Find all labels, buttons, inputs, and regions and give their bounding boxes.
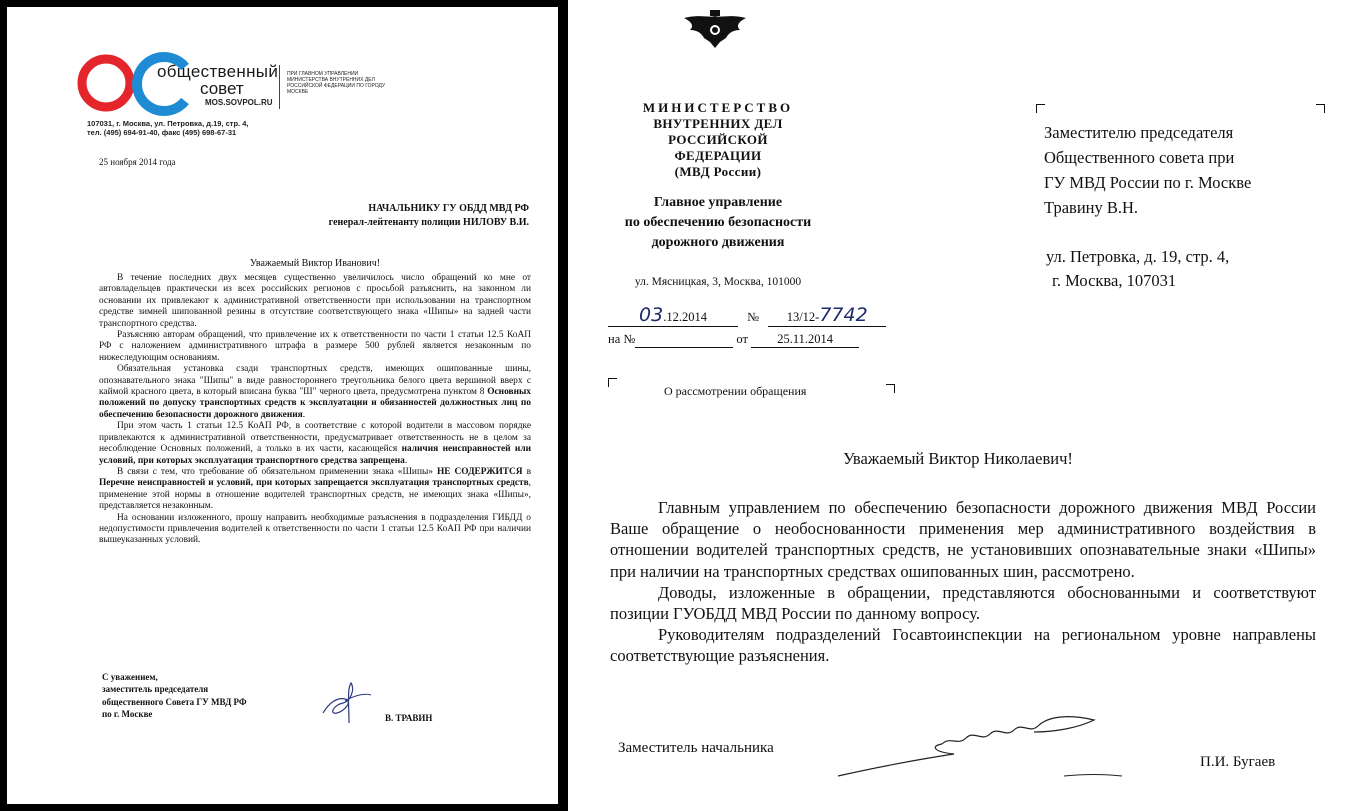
salutation: Уважаемый Виктор Николаевич! — [843, 449, 1073, 468]
ref-number-field — [635, 332, 733, 348]
ministry-block — [623, 100, 813, 180]
reg-date-day: 03 — [639, 304, 664, 326]
phone-line: тел. (495) 694-91-40, факс (495) 698-67-31 — [87, 128, 237, 137]
signer-position: Заместитель начальника — [618, 740, 774, 756]
recipient-line: Общественного совета при — [1044, 148, 1235, 167]
signature-icon — [315, 679, 375, 727]
address-line: ул. Петровка, д. 19, стр. 4, — [1046, 247, 1230, 266]
recipient-line: Травину В.Н. — [1044, 198, 1139, 217]
paragraph: Руководителям подразделений Госавтоинспекции на региональном уровне направлены соответствующие разъяснения. — [610, 625, 1316, 666]
department-block — [623, 193, 813, 253]
recipient-block — [257, 202, 529, 230]
ministry-line: ВНУТРЕННИХ ДЕЛ — [653, 116, 783, 131]
subject-line: О рассмотрении обращения — [664, 384, 807, 398]
org-name: общественный — [157, 62, 279, 81]
closing-line: заместитель председателя — [102, 684, 209, 695]
council-logo-icon — [77, 47, 207, 123]
department-line: дорожного движения — [651, 235, 785, 250]
subject-corner-left — [608, 378, 617, 387]
bold-run: НЕ СОДЕРЖИТСЯ — [436, 466, 523, 477]
reg-number-row — [608, 304, 886, 327]
recipient-corner-right — [1316, 104, 1325, 113]
recipient-line: НАЧАЛЬНИКУ ГУ ОБДД МВД РФ — [368, 203, 529, 214]
ministry-line: (МВД России) — [674, 164, 762, 179]
number-prefix: 13/12- — [786, 310, 820, 324]
ref-label: на № — [608, 332, 636, 346]
paragraph: Доводы, изложенные в обращении, представляются обоснованными и соответствуют позиции ГУОБДД МВД России по данному вопросу. — [610, 582, 1316, 624]
paragraph: Главным управлением по обеспечению безопасности дорожного движения МВД России Ваше обращение о необоснованности применения мер административного воздействия в отношении водителей транспортных средств, не установивших опознавательные знаки «Шипы» при наличии на транспортных средствах ошипованных шин, рассмотрено. — [610, 498, 1316, 581]
org-note: ПРИ ГЛАВНОМ УПРАВЛЕНИИ МИНИСТЕРСТВА ВНУТРЕННИХ ДЕЛ РОССИЙСКОЙ ФЕДЕРАЦИИ ПО ГОРОДУ МОСКВЕ — [287, 71, 386, 95]
closing-line: по г. Москве — [102, 708, 153, 719]
paragraph: На основании изложенного, прошу направить необходимые разъяснения в подразделения ГИБДД о недопустимости привлечения водителей к ответственности по части 1 статьи 12.5 КоАП РФ при наличии вышеуказанных условий. — [99, 512, 531, 546]
ref-date-field: 25.11.2014 — [751, 332, 859, 348]
bold-run: Перечне неисправностей и условий, при которых запрещается эксплуатация транспортных средств — [99, 478, 529, 489]
recipient-block — [1044, 120, 1251, 220]
reg-date-field — [608, 304, 738, 327]
number-label: № — [747, 310, 760, 324]
org-site: MOS.SOVPOL.RU — [205, 98, 273, 107]
bold-run: Основных положений по допуску транспортных средств к эксплуатации и обязанностей должностных лиц по обеспечению безопасности дорожного движения — [99, 387, 531, 420]
org-name-second: совет — [200, 79, 244, 98]
ministry-line: МИНИСТЕРСТВО — [642, 100, 794, 115]
recipient-corner-left — [1036, 104, 1045, 113]
closing-line: общественного Совета ГУ МВД РФ — [102, 696, 247, 707]
letter-body — [99, 273, 531, 547]
text-run: При этом часть 1 статьи 12.5 КоАП РФ, в соответствие с которой водители в массовом порядке привлекаются к административной ответственности, предусматривает ответственность не в целом за несоблюдение Основных положений, а только в их части, касающейся — [99, 421, 531, 455]
subject-corner-right — [886, 384, 895, 393]
reg-number-field — [768, 304, 886, 327]
recipient-line: генерал-лейтенанту полиции НИЛОВУ В.И. — [328, 217, 529, 228]
recipient-line: Заместителю председателя — [1044, 123, 1234, 142]
text-run: В связи с тем, что требование об обязательном применении знака «Шипы» — [117, 466, 437, 477]
signer-name: В. ТРАВИН — [385, 713, 433, 723]
left-letter — [7, 7, 558, 804]
signature-icon — [834, 706, 1124, 786]
paragraph: Разъясняю авторам обращений, что привлечение их к ответственности по части 1 статьи 12.5 КоАП РФ с наложением административного штрафа в размере 500 рублей является незаконным по нижеследующим основаниям. — [99, 330, 531, 363]
recipient-address — [1046, 245, 1229, 293]
closing-line: С уважением, — [102, 672, 158, 682]
ref-number-row — [608, 332, 859, 348]
paragraph — [99, 364, 531, 421]
letterhead-address — [87, 119, 248, 137]
signer-name: П.И. Бугаев — [1200, 754, 1276, 770]
department-line: Главное управление — [653, 195, 783, 210]
letterhead-divider — [279, 65, 280, 109]
text-run: . — [302, 409, 306, 420]
address-line: 107031, г. Москва, ул. Петровка, д.19, стр. 4, — [87, 119, 249, 128]
text-run: в — [522, 466, 531, 477]
letter-body — [610, 497, 1316, 667]
text-run: , применение этой нормы в отношение водителей транспортных средств, не имеющих знака «Шипы», представляется незаконным. — [99, 478, 531, 512]
text-run: Обязательная установка сзади транспортных средств, имеющих ошипованные шины, опознавательного знака "Шипы" в виде равностороннего треугольника белого цвета вершиной вверх с каймой красного цвета, в который вписана буква "Ш" черного цвета, предусмотрена пунктом 8 — [99, 364, 531, 398]
reg-date-rest: .12.2014 — [663, 310, 707, 324]
address-line: г. Москва, 107031 — [1052, 271, 1177, 290]
ref-from-label: от — [736, 332, 748, 346]
right-letter — [568, 0, 1347, 811]
paragraph — [99, 421, 531, 467]
letter-date: 25 ноября 2014 года — [99, 157, 176, 167]
ministry-line: РОССИЙСКОЙ ФЕДЕРАЦИИ — [668, 132, 768, 163]
double-headed-eagle-icon — [680, 8, 750, 50]
closing-block — [102, 671, 247, 720]
text-run: . — [404, 455, 408, 466]
paragraph: В течение последних двух месяцев существенно увеличилось число обращений ко мне от автовладельцев практически из всех российских регионов с просьбой разъяснить, на законном ли основании их привлекают к административной ответственности при использовании на транспортном средстве зимней шипованной резины в отсутствие соответствующего знака «Шипы» на задней части транспортного средства. — [99, 273, 531, 329]
recipient-line: ГУ МВД России по г. Москве — [1044, 173, 1252, 192]
number-handwritten: 7742 — [819, 304, 868, 326]
bold-run: наличия неисправностей или условий, при которых эксплуатация транспортного средства запрещена — [99, 444, 531, 466]
paragraph — [99, 467, 531, 513]
department-line: по обеспечению безопасности — [624, 215, 812, 230]
sender-address: ул. Мясницкая, 3, Москва, 101000 — [634, 276, 802, 288]
salutation: Уважаемый Виктор Иванович! — [249, 258, 381, 269]
